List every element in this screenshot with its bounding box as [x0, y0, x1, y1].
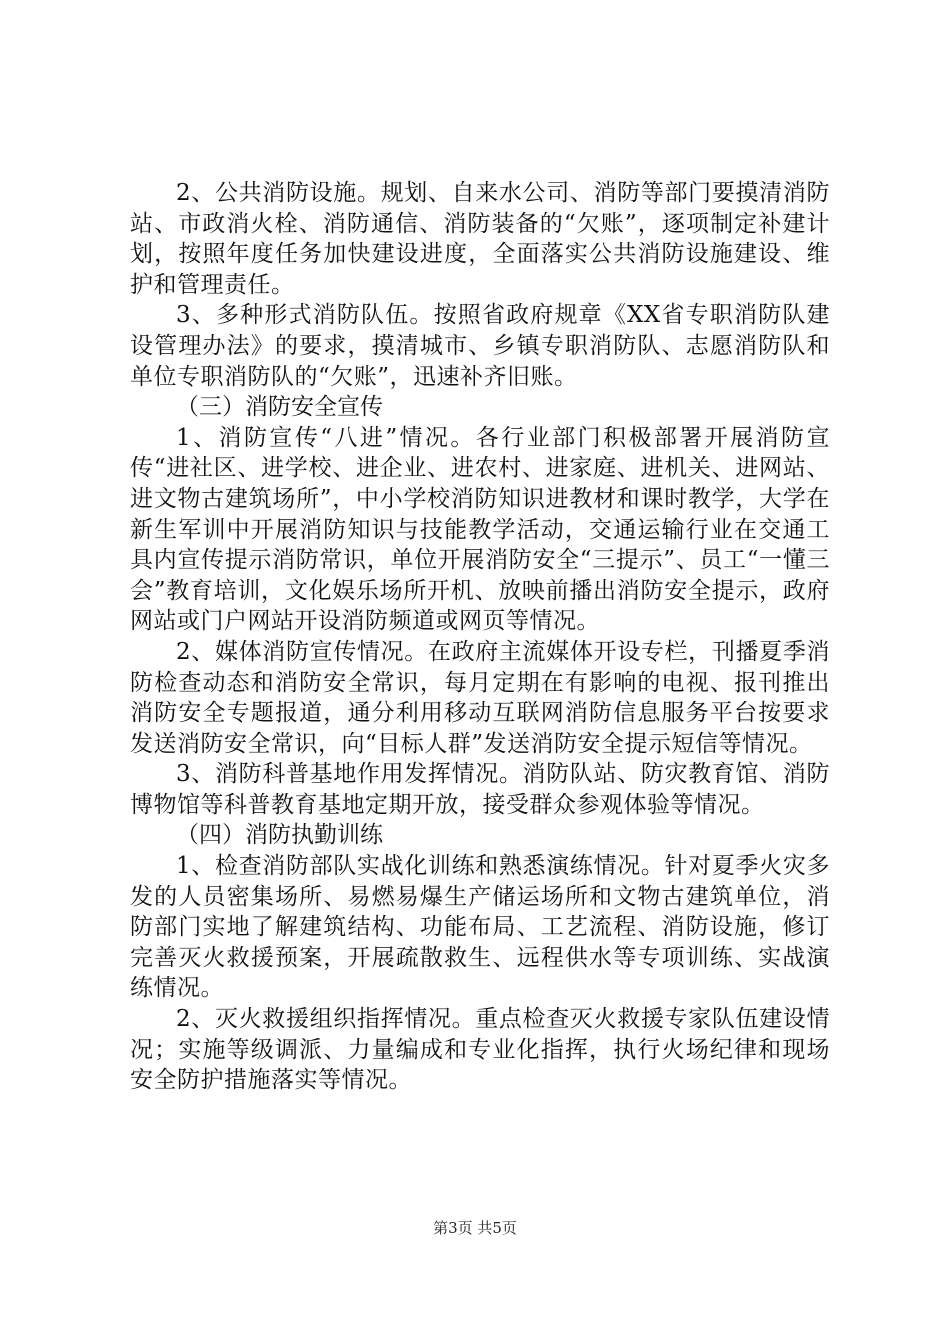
- paragraph-command: 2、灭火救援组织指挥情况。重点检查灭火救援专家队伍建设情况；实施等级调派、力量编成和专业化指挥，执行火场纪律和现场安全防护措施落实等情况。: [130, 1006, 830, 1094]
- paragraph-science-base: 3、消防科普基地作用发挥情况。消防队站、防灾教育馆、消防博物馆等科普教育基地定期开放，接受群众参观体验等情况。: [130, 761, 830, 818]
- section-heading-duty-training: （四）消防执勤训练: [176, 822, 383, 849]
- paragraph-media-publicity: 2、媒体消防宣传情况。在政府主流媒体开设专栏，刊播夏季消防检查动态和消防安全常识，每月定期在有影响的电视、报刊推出消防安全专题报道，通分利用移动互联网消防信息服务平台按要求发送消防安全常识，向“目标人群”发送消防安全提示短信等情况。: [130, 638, 830, 757]
- document-body: [130, 178, 830, 1096]
- paragraph-fire-teams: 3、多种形式消防队伍。按照省政府规章《XX省专职消防队建设管理办法》的要求，摸清城市、乡镇专职消防队、志愿消防队和单位专职消防队的“欠账”，迅速补齐旧账。: [130, 302, 830, 390]
- paragraph-eight-entries: 1、消防宣传“八进”情况。各行业部门积极部署开展消防宣传“进社区、进学校、进企业、进农村、进家庭、进机关、进网站、进文物古建筑场所”，中小学校消防知识进教材和课时教学，大学在新生军训中开展消防知识与技能教学活动，交通运输行业在交通工具内宣传提示消防常识，单位开展消防安全“三提示”、员工“一懂三会”教育培训，文化娱乐场所开机、放映前播出消防安全提示，政府网站或门户网站开设消防频道或网页等情况。: [130, 424, 830, 635]
- paragraph-combat-training: 1、检查消防部队实战化训练和熟悉演练情况。针对夏季火灾多发的人员密集场所、易燃易爆生产储运场所和文物古建筑单位，消防部门实地了解建筑结构、功能布局、工艺流程、消防设施，修订完善灭火救援预案，开展疏散救生、远程供水等专项训练、实战演练情况。: [130, 853, 830, 1002]
- page-number-footer: 第3页 共5页: [433, 1219, 517, 1237]
- section-heading-fire-safety-publicity: （三）消防安全宣传: [176, 394, 383, 421]
- paragraph-public-fire-facilities: 2、公共消防设施。规划、自来水公司、消防等部门要摸清消防站、市政消火栓、消防通信、消防装备的“欠账”，逐项制定补建计划，按照年度任务加快建设进度，全面落实公共消防设施建设、维护和管理责任。: [130, 180, 830, 298]
